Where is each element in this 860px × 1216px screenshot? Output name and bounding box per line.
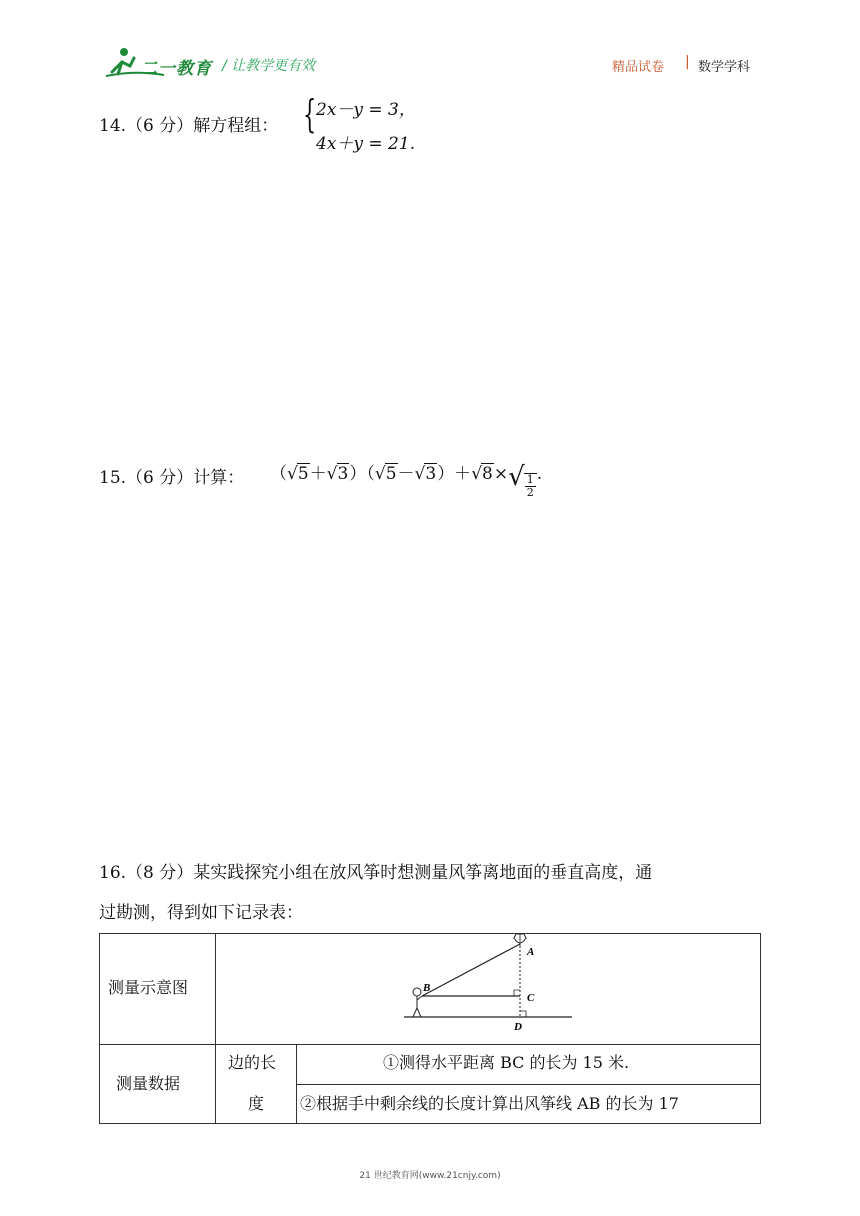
header-subject: 数学学科 bbox=[698, 60, 751, 75]
person-icon bbox=[413, 988, 422, 1017]
header-separator: | bbox=[685, 54, 690, 70]
radicand-5: 5 bbox=[385, 464, 397, 484]
sub-label-line1: 边的长 bbox=[228, 1053, 277, 1072]
plus-sign: ＋ bbox=[309, 464, 327, 484]
footer: 21 世纪教育网(www.21cnjy.com) bbox=[359, 1171, 501, 1181]
sqrt-icon: √ bbox=[508, 462, 525, 492]
question-14-stem: 14.（6 分）解方程组： bbox=[99, 116, 279, 136]
equation-brace: { bbox=[303, 92, 317, 136]
paren-close-plus: ）＋ bbox=[437, 464, 472, 484]
segment-ab bbox=[422, 944, 520, 996]
sqrt-icon: √ bbox=[326, 464, 338, 484]
fraction bbox=[524, 473, 537, 499]
record-table bbox=[99, 933, 761, 1124]
slogan: / 让教学更有效 bbox=[222, 58, 316, 74]
sub-label-line2: 度 bbox=[248, 1094, 265, 1113]
times-sign: × bbox=[493, 464, 509, 484]
table-divider bbox=[215, 934, 216, 1123]
right-angle-c-icon bbox=[514, 990, 520, 996]
question-16-line-1: 16.（8 分）某实践探究小组在放风筝时想测量风筝离地面的垂直高度，通 bbox=[99, 863, 653, 883]
label-a: A bbox=[527, 946, 535, 958]
label-c: C bbox=[527, 992, 535, 1004]
question-15-stem: 15.（6 分）计算： bbox=[99, 468, 245, 488]
kite-diagram bbox=[400, 934, 580, 1034]
data-line-1: ①测得水平距离 BC 的长为 15 米. bbox=[383, 1053, 630, 1072]
equation-1: 2x－y = 3， bbox=[316, 100, 416, 120]
equation-2: 4x＋y = 21. bbox=[316, 134, 416, 154]
paren-open: （ bbox=[270, 464, 287, 484]
label-d: D bbox=[514, 1021, 522, 1033]
kite-icon bbox=[514, 934, 526, 946]
radicand-8: 8 bbox=[482, 464, 493, 484]
right-angle-d-icon bbox=[520, 1011, 526, 1017]
row-label-data: 测量数据 bbox=[116, 1074, 181, 1093]
row-label-diagram: 测量示意图 bbox=[108, 978, 189, 997]
label-b: B bbox=[423, 982, 431, 994]
radicand-5: 5 bbox=[297, 464, 309, 484]
minus-sign: － bbox=[397, 464, 415, 484]
table-divider bbox=[296, 1084, 760, 1085]
sqrt-icon: √ bbox=[287, 464, 298, 484]
sqrt-icon: √ bbox=[374, 464, 386, 484]
period: . bbox=[536, 464, 543, 484]
question-16-line-2: 过勘测，得到如下记录表： bbox=[99, 903, 303, 923]
radicand-3: 3 bbox=[337, 464, 349, 484]
table-divider bbox=[100, 1044, 760, 1045]
sqrt-icon: √ bbox=[414, 464, 426, 484]
fraction-numerator: 1 bbox=[526, 473, 534, 486]
paren-mid: ）（ bbox=[349, 464, 375, 484]
sqrt-icon: √ bbox=[471, 464, 483, 484]
question-15-expression bbox=[270, 459, 542, 499]
radicand-3: 3 bbox=[425, 464, 437, 484]
fraction-denominator: 2 bbox=[526, 486, 534, 499]
logo-text: 二一教育 bbox=[140, 59, 212, 79]
header-badge: 精品试卷 bbox=[612, 60, 665, 75]
data-line-2: ②根据手中剩余线的长度计算出风筝线 AB 的长为 17 bbox=[300, 1094, 679, 1113]
